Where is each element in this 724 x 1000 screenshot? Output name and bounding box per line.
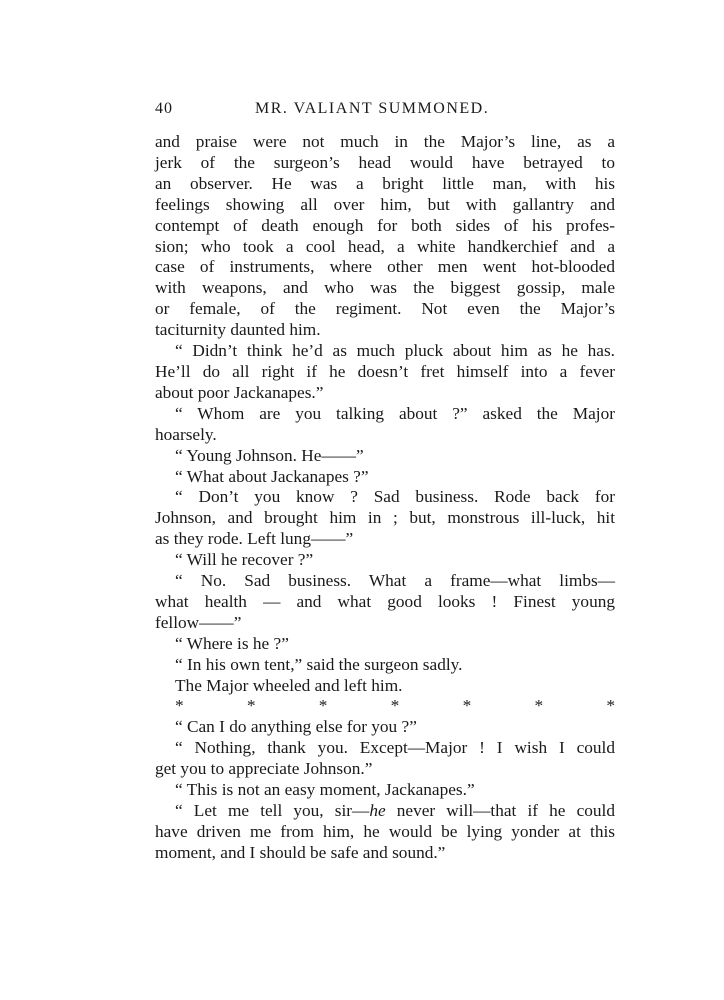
text-line: moment, and I should be safe and sound.”	[155, 842, 446, 862]
text-line: get you to appreciate Johnson.”	[155, 759, 373, 779]
emphasized-word: he	[369, 801, 386, 820]
section-break-asterisks	[155, 696, 615, 717]
text-line: Johnson, and brought him in ; but, monstrous ill-luck, hit	[155, 508, 615, 528]
text-line: “ Young Johnson. He——”	[175, 445, 364, 465]
text-line: or female, of the regiment. Not even the Major’s	[155, 299, 615, 319]
text-line: The Major wheeled and left him.	[175, 675, 403, 695]
text-line: “ Didn’t think he’d as much pluck about him as he has.	[175, 341, 615, 361]
text-line: “ Will he recover ?”	[175, 550, 314, 570]
text-line: and praise were not much in the Major’s line, as a	[155, 132, 615, 151]
text-line: “ Don’t you know ? Sad business. Rode back for	[175, 487, 615, 507]
running-title: MR. VALIANT SUMMONED.	[255, 100, 490, 117]
text-line: “ No. Sad business. What a frame—what limbs—	[175, 571, 615, 591]
text-line: contempt of death enough for both sides of his profes-	[155, 215, 615, 235]
text-line: “ Nothing, thank you. Except—Major ! I wish I could	[175, 738, 615, 758]
text-line: “ What about Jackanapes ?”	[175, 466, 369, 486]
text-line: “ Whom are you talking about ?” asked the Major	[175, 403, 615, 423]
text-line: what health — and what good looks ! Finest young	[155, 591, 615, 611]
text-line: sion; who took a cool head, a white handkerchief and a	[155, 236, 615, 256]
text-line: hoarsely.	[155, 424, 217, 444]
asterisk: *	[175, 696, 184, 716]
page-number: 40	[155, 100, 173, 117]
text-line: with weapons, and who was the biggest gossip, male	[155, 278, 615, 298]
text-line: feelings showing all over him, but with gallantry and	[155, 194, 615, 214]
asterisk: *	[318, 696, 328, 716]
text-line: about poor Jackanapes.”	[155, 382, 324, 402]
text-line: “ This is not an easy moment, Jackanapes.”	[175, 780, 475, 800]
text-line: case of instruments, where other men went hot-blooded	[155, 257, 615, 277]
asterisk: *	[390, 696, 400, 716]
page-header	[155, 100, 615, 124]
text-line: “ Where is he ?”	[175, 633, 289, 653]
text-segment: “ Let me tell you, sir—	[175, 801, 370, 820]
text-line: “ Can I do anything else for you ?”	[175, 717, 417, 737]
text-line: jerk of the surgeon’s head would have betrayed to	[155, 152, 615, 172]
text-line: as they rode. Left lung——”	[155, 529, 354, 549]
text-line: have driven me from him, he would be lying yonder at this	[155, 821, 615, 841]
asterisk: *	[606, 696, 615, 716]
text-line: fellow——”	[155, 612, 242, 632]
text-line: taciturnity daunted him.	[155, 320, 321, 340]
body-text	[155, 132, 615, 864]
asterisk: *	[462, 696, 472, 716]
text-line	[155, 801, 615, 822]
text-line: an observer. He was a bright little man, with his	[155, 173, 615, 193]
asterisk: *	[534, 696, 544, 716]
text-line: He’ll do all right if he doesn’t fret himself into a fever	[155, 361, 615, 381]
text-line: “ In his own tent,” said the surgeon sadly.	[175, 654, 463, 674]
asterisk: *	[246, 696, 256, 716]
text-segment: never will—that if he could	[385, 801, 615, 820]
